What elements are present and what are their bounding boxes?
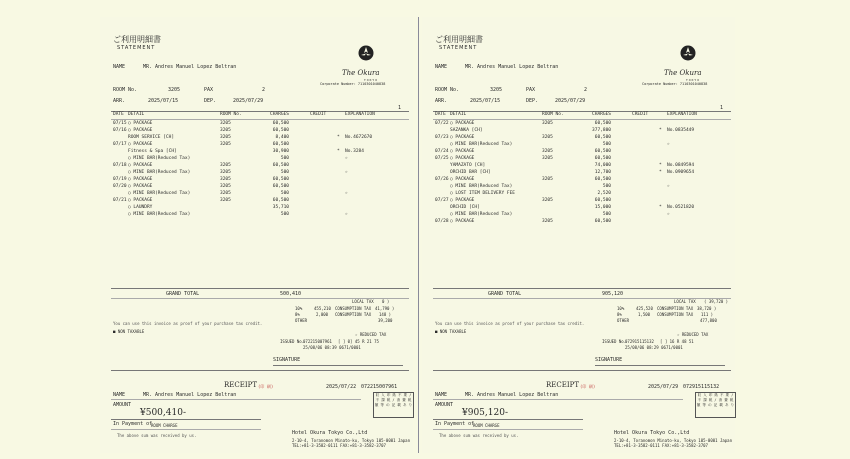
room-number: 3205 xyxy=(168,87,181,93)
reduced-tax-label: REDUCED TAX xyxy=(359,332,387,337)
hotel-address: 2-10-4, Toranomon Minato-ku, Tokyo 105-0001 Japan xyxy=(292,438,411,443)
pax-value: 2 xyxy=(584,87,588,93)
tax2-label: CONSUMPTION TAX xyxy=(657,312,694,317)
row-charge: 60,500 xyxy=(594,219,611,224)
signature-label: SIGNATURE xyxy=(595,357,623,363)
row-room: 3205 xyxy=(220,177,231,182)
local-tax-value: 0 ) xyxy=(382,299,390,304)
amount-label: AMOUNT xyxy=(435,402,454,408)
local-tax-value: ( 39,720 ) xyxy=(704,299,729,304)
row-explanation: No.0909654 xyxy=(667,170,695,175)
table-row xyxy=(435,191,725,197)
payment-label: In Payment of xyxy=(435,421,475,427)
tax1-rate: 10% xyxy=(617,306,625,311)
table-row xyxy=(435,177,725,183)
receipt-date: 2025/07/22 xyxy=(326,384,357,390)
header-charges: CHARGES xyxy=(592,112,611,117)
table-row xyxy=(435,121,725,127)
row-detail: ○ MINI BAR(Reduced Tax) xyxy=(450,184,513,189)
total-rule xyxy=(433,288,731,289)
header-detail: DETAIL xyxy=(128,112,145,117)
header-explanation: EXPLANATION xyxy=(345,112,375,117)
tax1-amount: 425,520 xyxy=(636,306,653,311)
table-row xyxy=(435,163,725,169)
header-detail: DETAIL xyxy=(450,112,467,117)
okura-logo-icon xyxy=(680,45,696,65)
grand-total-label: GRAND TOTAL xyxy=(166,291,200,297)
row-date: 07/20 xyxy=(113,184,127,189)
row-detail: ○ MINI BAR(Reduced Tax) xyxy=(128,212,191,217)
receipt-name-label: NAME xyxy=(113,392,126,398)
row-credit-mark: * xyxy=(659,170,662,175)
row-charge: 500 xyxy=(280,191,289,196)
table-row xyxy=(113,170,403,176)
tax2-amount: 1,500 xyxy=(638,312,651,317)
tax2-rate: 8% xyxy=(295,312,300,317)
other-value: 39,200 xyxy=(378,318,393,323)
issued-label: ISSUED No. xyxy=(602,339,627,344)
table-row xyxy=(435,205,725,211)
amount-line xyxy=(111,419,261,420)
room-number: 3205 xyxy=(490,87,503,93)
pax-label: PAX xyxy=(526,87,536,93)
issued-detail: [ ] 0] 45 R 21 75 xyxy=(338,339,379,344)
row-charge: 60,500 xyxy=(272,142,289,147)
row-explanation: No.4672670 xyxy=(345,135,373,140)
row-explanation: ☆ xyxy=(667,142,670,147)
local-tax-label: LOCAL TAX xyxy=(352,299,374,304)
amount-label: AMOUNT xyxy=(113,402,132,408)
row-date: 07/21 xyxy=(113,198,127,203)
room-label: ROOM No. xyxy=(113,87,138,93)
grand-total-value: 905,120 xyxy=(602,291,624,297)
table-row xyxy=(435,219,725,225)
row-credit-mark: * xyxy=(337,135,340,140)
receipt-date: 2025/07/29 xyxy=(648,384,679,390)
row-detail: ○ PACKAGE xyxy=(128,163,153,168)
okura-logo-sub: TOKYO xyxy=(364,78,379,82)
header-rule-bottom xyxy=(433,119,731,120)
tax2-value: 111 ) xyxy=(701,312,714,317)
hotel-name: Hotel Okura Tokyo Co.,Ltd xyxy=(292,430,368,436)
row-room: 3205 xyxy=(220,170,231,175)
row-explanation: No.0521820 xyxy=(667,205,695,210)
okura-logo-icon xyxy=(358,45,374,65)
pax-value: 2 xyxy=(262,87,266,93)
table-row xyxy=(113,135,403,141)
okura-logo-sub: TOKYO xyxy=(686,78,701,82)
row-room: 3205 xyxy=(220,198,231,203)
receipt-title: RECEIPT xyxy=(224,381,257,389)
row-room: 3205 xyxy=(542,219,553,224)
receipt-rule xyxy=(111,370,409,371)
guest-name: MR. Andres Manuel Lopez Beltran xyxy=(465,64,559,70)
row-room: 3205 xyxy=(542,198,553,203)
row-detail: ○ PACKAGE xyxy=(128,121,153,126)
non-taxable: ■ NON TAXABLE xyxy=(113,329,145,334)
row-detail: ○ MINI BAR(Reduced Tax) xyxy=(128,156,191,161)
receipt-title: RECEIPT xyxy=(546,381,579,389)
corporate-number: Corporate Number: 7110301040838 xyxy=(642,82,708,86)
row-charge: 60,500 xyxy=(594,135,611,140)
issued-date: 25/08/06 08:29 0671/0001 xyxy=(625,345,683,350)
row-explanation: ☆ xyxy=(345,191,348,196)
total-rule xyxy=(111,288,409,289)
tax1-value: 41,790 ) xyxy=(375,306,395,311)
row-charge: 60,500 xyxy=(272,177,289,182)
page-divider xyxy=(418,17,419,453)
receipt-rule xyxy=(433,370,731,371)
header-credit: CREDIT xyxy=(632,112,649,117)
okura-logo-text: The Okura xyxy=(342,69,380,77)
row-detail: ○ LAUNDRY xyxy=(128,205,153,210)
table-row xyxy=(435,135,725,141)
non-taxable: ■ NON TAXABLE xyxy=(435,329,467,334)
receipt-name-label: NAME xyxy=(435,392,448,398)
header-explanation: EXPLANATION xyxy=(667,112,697,117)
table-row xyxy=(113,198,403,204)
receipt-name-line xyxy=(111,399,361,400)
table-row xyxy=(435,149,725,155)
row-credit-mark: * xyxy=(659,128,662,133)
row-room: 3205 xyxy=(220,128,231,133)
table-row xyxy=(113,177,403,183)
grand-total-label: GRAND TOTAL xyxy=(488,291,522,297)
receipt-amount: ¥500,410- xyxy=(140,408,186,418)
table-row xyxy=(435,128,725,134)
arr-label: ARR. xyxy=(435,98,448,104)
row-detail: ○ MINI BAR(Reduced Tax) xyxy=(128,191,191,196)
hotel-name: Hotel Okura Tokyo Co.,Ltd xyxy=(614,430,690,436)
row-charge: 60,500 xyxy=(272,128,289,133)
row-charge: 60,500 xyxy=(272,198,289,203)
non-taxable-label: NON TAXABLE xyxy=(439,329,467,334)
grand-total-value: 500,410 xyxy=(280,291,302,297)
issued-label: ISSUED No. xyxy=(280,339,305,344)
row-detail: ○ MINI BAR(Reduced Tax) xyxy=(128,170,191,175)
row-room: 3205 xyxy=(542,135,553,140)
table-row xyxy=(113,163,403,169)
row-charge: 377,800 xyxy=(592,128,611,133)
issued-number: 072915115132 xyxy=(625,339,654,344)
arr-label: ARR. xyxy=(113,98,126,104)
local-tax-label: LOCAL TAX xyxy=(674,299,696,304)
statement-title-en: STATEMENT xyxy=(117,45,156,51)
page-number: 1 xyxy=(398,105,402,111)
row-charge: 60,500 xyxy=(272,121,289,126)
row-explanation: ☆ xyxy=(667,212,670,217)
table-row xyxy=(435,198,725,204)
receipt-name-line xyxy=(433,399,683,400)
row-charge: 60,500 xyxy=(594,177,611,182)
row-date: 07/18 xyxy=(113,163,127,168)
row-charge: 12,700 xyxy=(594,170,611,175)
statement-title-en: STATEMENT xyxy=(439,45,478,51)
row-explanation: ☆ xyxy=(667,184,670,189)
row-charge: 35,710 xyxy=(272,205,289,210)
row-date: 07/27 xyxy=(435,198,449,203)
row-detail: Fitness & Spa [CH] xyxy=(128,149,177,154)
table-row xyxy=(435,184,725,190)
name-label: NAME xyxy=(435,64,448,70)
table-header xyxy=(113,112,403,118)
hotel-address: 2-10-4, Toranomon Minato-ku, Tokyo 105-0001 Japan xyxy=(614,438,733,443)
tax1-label: CONSUMPTION TAX xyxy=(657,306,694,311)
payment-value: ROOM CHARGE xyxy=(151,423,178,428)
row-charge: 60,500 xyxy=(594,198,611,203)
row-charge: 8,400 xyxy=(275,135,289,140)
row-charge: 60,500 xyxy=(594,121,611,126)
issued-number: 072215007961 xyxy=(303,339,332,344)
arr-date: 2025/07/15 xyxy=(470,98,501,104)
table-header xyxy=(435,112,725,118)
row-charge: 2,520 xyxy=(597,191,611,196)
row-explanation: ☆ xyxy=(345,156,348,161)
row-detail: ○ PACKAGE xyxy=(128,184,153,189)
row-detail: ○ MINI BAR(Reduced Tax) xyxy=(450,212,513,217)
tax2-label: CONSUMPTION TAX xyxy=(335,312,372,317)
dep-label: DEP. xyxy=(204,98,217,104)
row-detail: ROOM SERVICE [CH] xyxy=(128,135,175,140)
issued-detail: [ ] 16 R 48 51 xyxy=(660,339,694,344)
statement-left xyxy=(100,17,413,453)
other-value: 477,800 xyxy=(700,318,717,323)
row-explanation: No.0849594 xyxy=(667,163,695,168)
corporate-number: Corporate Number: 7110301040838 xyxy=(320,82,386,86)
revenue-stamp-box: 収 入 印 紙 不 要 / 不 課 税 / 消 費 税 額 等 の 記 載 あ り xyxy=(373,392,414,418)
header-date: DATE xyxy=(435,112,446,117)
header-charges: CHARGES xyxy=(270,112,289,117)
dep-label: DEP. xyxy=(526,98,539,104)
table-row xyxy=(113,205,403,211)
row-explanation: ☆ xyxy=(345,212,348,217)
table-row xyxy=(113,156,403,162)
row-date: 07/22 xyxy=(435,121,449,126)
table-row xyxy=(113,191,403,197)
row-date: 07/24 xyxy=(435,149,449,154)
row-charge: 500 xyxy=(602,212,611,217)
row-room: 3205 xyxy=(220,121,231,126)
receipt-amount: ¥905,120- xyxy=(462,408,508,418)
row-charge: 500 xyxy=(280,212,289,217)
header-credit: CREDIT xyxy=(310,112,327,117)
row-explanation: ☆ xyxy=(345,170,348,175)
row-credit-mark: * xyxy=(337,149,340,154)
row-room: 3205 xyxy=(220,135,231,140)
table-row xyxy=(435,156,725,162)
reduced-tax: ☆ REDUCED TAX xyxy=(677,332,709,337)
dep-date: 2025/07/29 xyxy=(233,98,264,104)
row-explanation: No.3284 xyxy=(345,149,364,154)
name-label: NAME xyxy=(113,64,126,70)
row-room: 3205 xyxy=(220,184,231,189)
tax2-amount: 2,000 xyxy=(316,312,329,317)
row-detail: ○ PACKAGE xyxy=(128,128,153,133)
table-row xyxy=(113,149,403,155)
tax1-rate: 10% xyxy=(295,306,303,311)
received-note: The above sum was received by us. xyxy=(439,433,519,438)
row-room: 3205 xyxy=(542,156,553,161)
header-rule-bottom xyxy=(111,119,409,120)
table-row xyxy=(113,121,403,127)
reduced-tax-label: REDUCED TAX xyxy=(681,332,709,337)
non-taxable-label: NON TAXABLE xyxy=(117,329,145,334)
row-detail: ORCHID BAR [CH] xyxy=(450,170,491,175)
table-row xyxy=(435,212,725,218)
row-charge: 60,500 xyxy=(594,149,611,154)
revenue-stamp-box: 収 入 印 紙 不 要 / 不 課 税 / 消 費 税 額 等 の 記 載 あ り xyxy=(695,392,736,418)
signature-line xyxy=(273,365,403,366)
signature-line xyxy=(595,365,725,366)
hotel-tel: TEL:+81-3-3582-0111 FAX:+81-3-3582-3707 xyxy=(614,443,708,448)
payment-line xyxy=(433,429,583,430)
row-charge: 60,500 xyxy=(272,184,289,189)
tax1-amount: 455,210 xyxy=(314,306,331,311)
row-date: 07/16 xyxy=(113,128,127,133)
row-credit-mark: * xyxy=(659,205,662,210)
row-explanation: No.0835449 xyxy=(667,128,695,133)
payment-value: ROOM CHARGE xyxy=(473,423,500,428)
row-detail: ○ PACKAGE xyxy=(128,177,153,182)
hotel-tel: TEL:+81-3-3582-0111 FAX:+81-3-3582-3707 xyxy=(292,443,386,448)
payment-label: In Payment of xyxy=(113,421,153,427)
row-room: 3205 xyxy=(220,142,231,147)
row-room: 3205 xyxy=(220,163,231,168)
received-note: The above sum was received by us. xyxy=(117,433,197,438)
receipt-number: 072215007961 xyxy=(361,384,398,390)
row-detail: ○ PACKAGE xyxy=(450,177,475,182)
row-date: 07/23 xyxy=(435,135,449,140)
issued-date: 25/08/06 08:39 0671/0001 xyxy=(303,345,361,350)
row-room: 3205 xyxy=(220,191,231,196)
row-charge: 74,000 xyxy=(594,163,611,168)
table-row xyxy=(113,184,403,190)
table-row xyxy=(113,128,403,134)
row-detail: ○ PACKAGE xyxy=(128,142,153,147)
payment-line xyxy=(111,429,261,430)
row-date: 07/19 xyxy=(113,177,127,182)
row-detail: ○ PACKAGE xyxy=(450,149,475,154)
okura-logo-text: The Okura xyxy=(664,69,702,77)
receipt-guest-name: MR. Andres Manuel Lopez Beltran xyxy=(465,392,559,398)
row-detail: ○ PACKAGE xyxy=(450,135,475,140)
header-date: DATE xyxy=(113,112,124,117)
row-charge: 500 xyxy=(602,184,611,189)
other-label: OTHER xyxy=(617,318,630,323)
header-room: ROOM No. xyxy=(220,112,242,117)
statement-title-jp: ご利用明細書 xyxy=(435,35,483,44)
other-label: OTHER xyxy=(295,318,308,323)
tax1-value: 38,720 ) xyxy=(697,306,717,311)
tax2-value: 148 ) xyxy=(379,312,392,317)
row-detail: YAMAZATO [CH] xyxy=(450,163,486,168)
row-charge: 60,500 xyxy=(272,163,289,168)
row-detail: ○ LOST ITEM DELIVERY FEE xyxy=(450,191,516,196)
row-charge: 500 xyxy=(602,142,611,147)
row-charge: 500 xyxy=(280,170,289,175)
row-room: 3205 xyxy=(542,121,553,126)
row-charge: 15,000 xyxy=(594,205,611,210)
table-row xyxy=(435,142,725,148)
row-detail: ○ PACKAGE xyxy=(450,121,475,126)
table-row xyxy=(113,142,403,148)
row-charge: 30,900 xyxy=(272,149,289,154)
row-detail: SAZANKA [CH] xyxy=(450,128,483,133)
row-credit-mark: * xyxy=(659,163,662,168)
arr-date: 2025/07/15 xyxy=(148,98,179,104)
statement-title-jp: ご利用明細書 xyxy=(113,35,161,44)
page-number: 1 xyxy=(720,105,724,111)
row-detail: ○ MINI BAR(Reduced Tax) xyxy=(450,142,513,147)
invoice-notice: You can use this invoice as proof of your purchase tax credit. xyxy=(113,321,263,326)
row-date: 07/25 xyxy=(435,156,449,161)
invoice-notice: You can use this invoice as proof of your purchase tax credit. xyxy=(435,321,585,326)
tax1-label: CONSUMPTION TAX xyxy=(335,306,372,311)
row-date: 07/15 xyxy=(113,121,127,126)
row-date: 07/28 xyxy=(435,219,449,224)
row-charge: 500 xyxy=(280,156,289,161)
header-room: ROOM No. xyxy=(542,112,564,117)
room-label: ROOM No. xyxy=(435,87,460,93)
receipt-number: 072915115132 xyxy=(683,384,720,390)
row-detail: ○ PACKAGE xyxy=(450,219,475,224)
table-row xyxy=(435,170,725,176)
row-detail: ○ PACKAGE xyxy=(450,156,475,161)
row-date: 07/26 xyxy=(435,177,449,182)
row-detail: ○ PACKAGE xyxy=(128,198,153,203)
row-detail: ORCHID [CH] xyxy=(450,205,480,210)
reduced-tax: ☆ REDUCED TAX xyxy=(355,332,387,337)
row-room: 3205 xyxy=(542,177,553,182)
receipt-stamp: (印 刷) xyxy=(580,384,596,389)
row-charge: 60,500 xyxy=(594,156,611,161)
amount-line xyxy=(433,419,583,420)
receipt-guest-name: MR. Andres Manuel Lopez Beltran xyxy=(143,392,237,398)
tax2-rate: 8% xyxy=(617,312,622,317)
guest-name: MR. Andres Manuel Lopez Beltran xyxy=(143,64,237,70)
row-date: 07/17 xyxy=(113,142,127,147)
receipt-stamp: (印 刷) xyxy=(258,384,274,389)
pax-label: PAX xyxy=(204,87,214,93)
row-room: 3205 xyxy=(542,149,553,154)
statement-right xyxy=(422,17,735,453)
dep-date: 2025/07/29 xyxy=(555,98,586,104)
signature-label: SIGNATURE xyxy=(273,357,301,363)
row-detail: ○ PACKAGE xyxy=(450,198,475,203)
table-row xyxy=(113,212,403,218)
